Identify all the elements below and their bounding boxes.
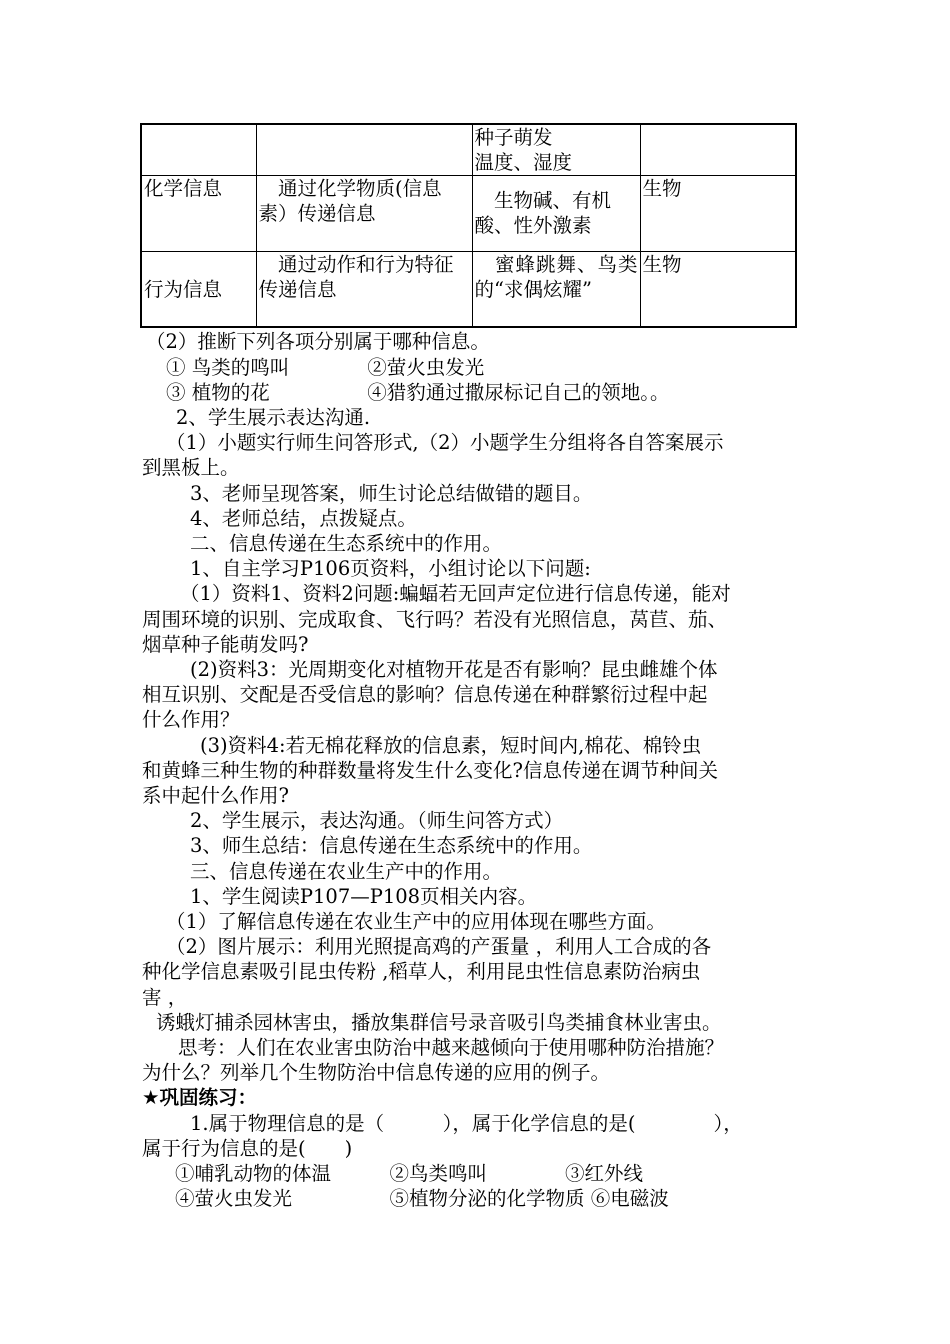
table-cell: 生物: [640, 176, 796, 252]
table-cell: 种子萌发 温度、湿度: [472, 124, 640, 176]
table-cell: 化学信息: [141, 176, 256, 252]
text-line: 思考：人们在农业害虫防治中越来越倾向于使用哪种防治措施？: [178, 1036, 725, 1059]
table-cell: 生物: [640, 252, 796, 327]
text-line: 什么作用？: [142, 708, 240, 731]
table-row: [141, 176, 796, 252]
text-line: ① 鸟类的鸣叫 ②萤火虫发光: [166, 356, 485, 379]
text-line: 1、自主学习P106页资料，小组讨论以下问题:: [190, 557, 591, 580]
text-line: （1）了解信息传递在农业生产中的应用体现在哪些方面。: [166, 910, 666, 933]
exercise-heading: ★巩固练习：: [142, 1086, 257, 1109]
text-line: (3)资料4:若无棉花释放的信息素，短时间内,棉花、棉铃虫: [200, 734, 702, 757]
question-text: 属于行为信息的是( ): [142, 1137, 353, 1160]
table-cell: 通过化学物质(信息素）传递信息: [256, 176, 472, 252]
text-line: 害 ，: [142, 986, 188, 1009]
table-cell: 通过动作和行为特征传递信息: [256, 252, 472, 327]
text-line: 诱蛾灯捕杀园林害虫，播放集群信号录音吸引鸟类捕食林业害虫。: [156, 1011, 722, 1034]
text-line: （1）小题实行师生问答形式,（2）小题学生分组将各自答案展示: [166, 431, 724, 454]
text-line: 和黄蜂三种生物的种群数量将发生什么变化?信息传递在调节种间关: [142, 759, 718, 782]
table-cell: [640, 124, 796, 176]
text-line: （2）图片展示：利用光照提高鸡的产蛋量 ，利用人工合成的各: [166, 935, 712, 958]
table-cell: [141, 124, 256, 176]
table-cell: 蜜蜂跳舞、鸟类的“求偶炫耀”: [472, 252, 640, 327]
answer-options: ④萤火虫发光 ⑤植物分泌的化学物质 ⑥电磁波: [175, 1187, 669, 1210]
info-types-table: [140, 123, 797, 328]
table-cell: 行为信息: [141, 252, 256, 327]
text-line: 4、老师总结，点拨疑点。: [190, 507, 417, 530]
answer-options: ①哺乳动物的体温 ②鸟类鸣叫 ③红外线: [175, 1162, 644, 1185]
text-line: 种化学信息素吸引昆虫传粉 ,稻草人，利用昆虫性信息素防治病虫: [142, 960, 701, 983]
table-cell: 生物碱、有机酸、性外激素: [472, 176, 640, 252]
text-line: （1）资料1、资料2问题:蝙蝠若无回声定位进行信息传递，能对: [180, 582, 731, 605]
text-line: 2、学生展示表达沟通.: [176, 406, 371, 429]
text-line: 3、师生总结：信息传递在生态系统中的作用。: [190, 834, 593, 857]
text-line: 周围环境的识别、完成取食、飞行吗？若没有光照信息，莴苣、茄、: [142, 608, 728, 631]
table-cell: [256, 124, 472, 176]
text-line: 2、学生展示，表达沟通。（师生问答方式）: [190, 809, 564, 832]
text-line: 为什么？列举几个生物防治中信息传递的应用的例子。: [142, 1061, 611, 1084]
text-line: 3、老师呈现答案，师生讨论总结做错的题目。: [190, 482, 593, 505]
text-line: 到黑板上。: [142, 456, 240, 479]
text-line: 相互识别、交配是否受信息的影响？信息传递在种群繁衍过程中起: [142, 683, 708, 706]
table-row: [141, 124, 796, 176]
text-line: (2)资料3：光周期变化对植物开花是否有影响？昆虫雌雄个体: [190, 658, 718, 681]
text-line: 系中起什么作用?: [142, 784, 289, 807]
text-line: （2）推断下列各项分别属于哪种信息。: [146, 330, 490, 353]
table-row: [141, 252, 796, 327]
question-text: 1.属于物理信息的是（ ），属于化学信息的是( ），: [190, 1112, 743, 1135]
text-line: 1、学生阅读P107—P108页相关内容。: [190, 885, 538, 908]
section-heading: 二、信息传递在生态系统中的作用。: [190, 532, 503, 555]
section-heading: 三、信息传递在农业生产中的作用。: [190, 860, 503, 883]
text-line: 烟草种子能萌发吗?: [142, 633, 309, 656]
text-line: ③ 植物的花 ④猎豹通过撒尿标记自己的领地。。: [166, 381, 670, 404]
